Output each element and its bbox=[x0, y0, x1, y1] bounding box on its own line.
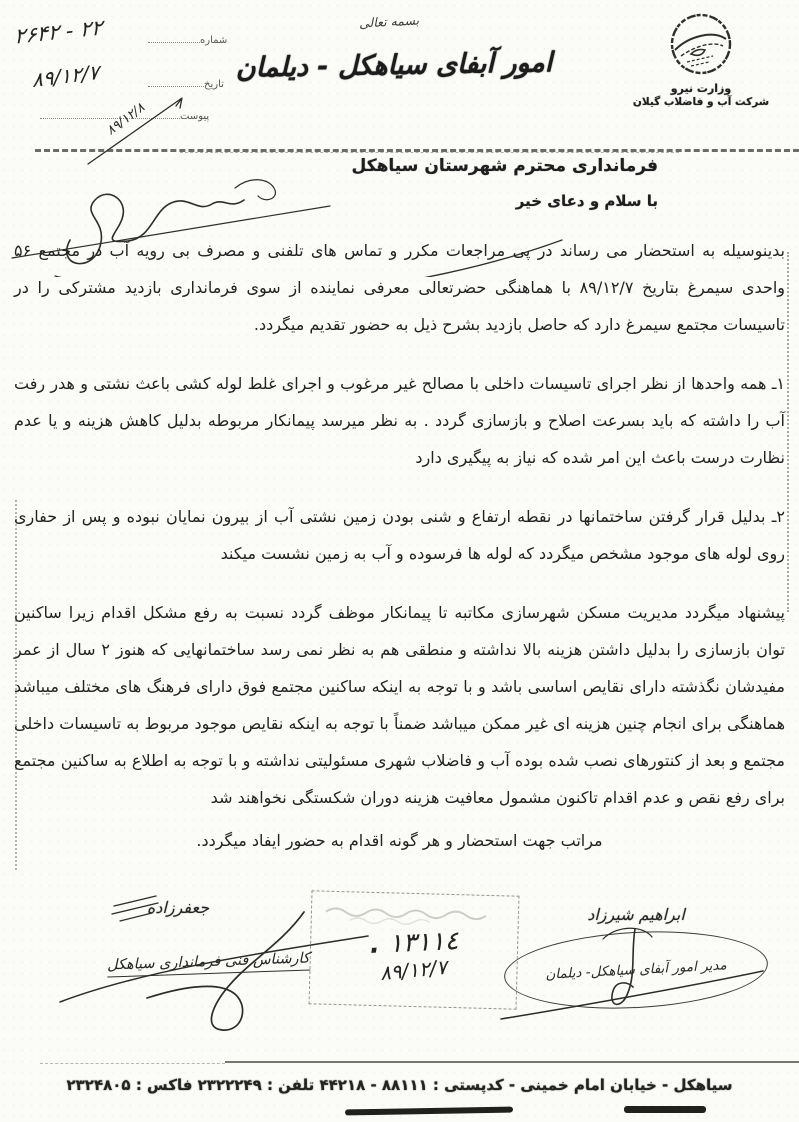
footer-address: سیاهکل - خیابان امام خمینی - کدپستی : ۸۸۱۱۱ - ۴۴۲۱۸ تلفن : ۲۳۲۲۲۴۹ فاکس : ۲۳۲۴۸۰۵ bbox=[66, 1076, 733, 1094]
letter-date-handwritten: ۸۹/۱۲/۷ bbox=[32, 59, 100, 93]
manager-oval-stamp bbox=[502, 925, 770, 1015]
manager-role: مدیر امور آبفای سیاهکل- دیلمان bbox=[545, 957, 728, 983]
date-label-row bbox=[148, 78, 224, 90]
dotted-leader bbox=[148, 34, 200, 43]
letter-body bbox=[14, 156, 785, 875]
paragraph-proposal: پیشنهاد میگردد مدیریت مسکن شهرسازی مکاتبه تا پیمانکار موظف گردد نسبت به رفع مشکل اقدام زیرا ساکنین توان بازسازی را بدلیل داشتن هزینه بالا نداشته و منطقی هم به نظر نمی رسد ساختمانهایی که هنوز ۲ سال از عمر مفیدشان نگذشته دارای نقایص اساسی باشد و با توجه به اینکه ساکنین مجتمع فوق دارای فرهنگ های مختلف میباشد هماهنگی برای انجام چنین هزینه ای غیر ممکن میباشد ضمناً با توجه به اینکه نقایص موجود مربوط به تاسیسات داخلی مجتمع و بعد از کنتورهای نصب شده بوده آب و فاضلاب شهری مسئولیتی نداشته و با توجه به اطلاع به ساکنین مجتمع برای رفع نقص و عدم اقدام تاکنون مشمول معافیت هزینه دوران شکستگی نخواهند شد bbox=[14, 603, 786, 807]
recipient-line: فرمانداری محترم شهرستان سیاهکل bbox=[351, 156, 658, 176]
bismillah-text: بسمه تعالی bbox=[358, 12, 420, 31]
scan-smudge bbox=[345, 1107, 513, 1116]
scan-line-faint bbox=[180, 152, 679, 153]
number-label-row bbox=[148, 34, 227, 46]
salutation-line: با سلام و دعای خیر bbox=[515, 192, 658, 210]
manager-signature-block bbox=[491, 905, 781, 1008]
paragraph-intro: بدینوسیله به استحضار می رساند در پی مراجعات مکرر و تماس های تلفنی و مصرف بی رویه آب در مجتمع ۵۶ واحدی سیمرغ بتاریخ ۸۹/۱۲/۷ با هماهنگی حضرتعالی معرفی نماینده از سوی فرمانداری بازدید مشترکی را در تاسیسات مجتمع سیمرغ دارد که حاصل بازدید بشرح ذیل به حضور تقدیم میگردد. bbox=[14, 241, 786, 334]
company-name: شرکت آب و فاضلاب گیلان bbox=[632, 96, 770, 108]
attachment-label: پیوست bbox=[180, 111, 210, 122]
stamp-registry-date: ۸۹/۱۲/۷ bbox=[378, 954, 449, 986]
number-label: شماره bbox=[200, 35, 228, 46]
expert-signature-block bbox=[52, 898, 364, 974]
manager-name: ابراهیم شیرزاد bbox=[587, 905, 685, 924]
expert-name: جعفرزاده bbox=[146, 898, 210, 917]
footer-rule bbox=[225, 1061, 799, 1063]
paragraph-item2: ۲ـ بدلیل قرار گرفتن ساختمانها در نقطه ارتفاع و شنی بودن زمین نشتی آب از بیرون نمایان نبوده و پس از حفاری روی لوله های موجود مشخص میگردد که لوله ها فرسوده و آب به زمین نشست میکند bbox=[14, 507, 785, 563]
water-company-emblem-icon bbox=[665, 8, 737, 80]
paragraph-item1: ۱ـ همه واحدها از نظر اجرای تاسیسات داخلی با مصالح غیر مرغوب و اجرای غلط لوله کشی باعث نشتی و هدر رفت آب را داشته که باید بسرعت اصلاح و بازسازی گردد . به نظر میرسد پیمانکار مربوطه بدلیل کاهش هزینه و یا عدم نظارت درست باعث این امر شده که نیاز به پیگیری دارد bbox=[14, 374, 785, 467]
ink-dot: . bbox=[369, 929, 390, 960]
scan-smudge bbox=[624, 1106, 706, 1113]
paragraph-closing: مراتب جهت استحضار و هر گونه اقدام به حضور ایفاد میگردد. bbox=[196, 831, 603, 850]
date-label: تاریخ bbox=[204, 79, 224, 90]
ministry-name: وزارت نیرو bbox=[670, 82, 732, 95]
stamp-registry-number: ۱۳۱۱٤ . bbox=[369, 926, 460, 960]
expert-role: کارشناس فنی فرمانداری سیاهکل bbox=[106, 950, 309, 977]
footer-rule-faint bbox=[40, 1063, 225, 1064]
letter-number-handwritten: ۲۶۴۲ - ۲۲ bbox=[14, 15, 103, 49]
organization-title: امور آبفای سیاهکل - دیلمان bbox=[235, 47, 553, 84]
dotted-leader bbox=[148, 78, 204, 87]
scan-edge-artifact bbox=[787, 252, 789, 612]
letterhead-logo-block bbox=[621, 8, 781, 108]
received-date-note: ۸۹/۱۲/۸ bbox=[103, 100, 148, 139]
